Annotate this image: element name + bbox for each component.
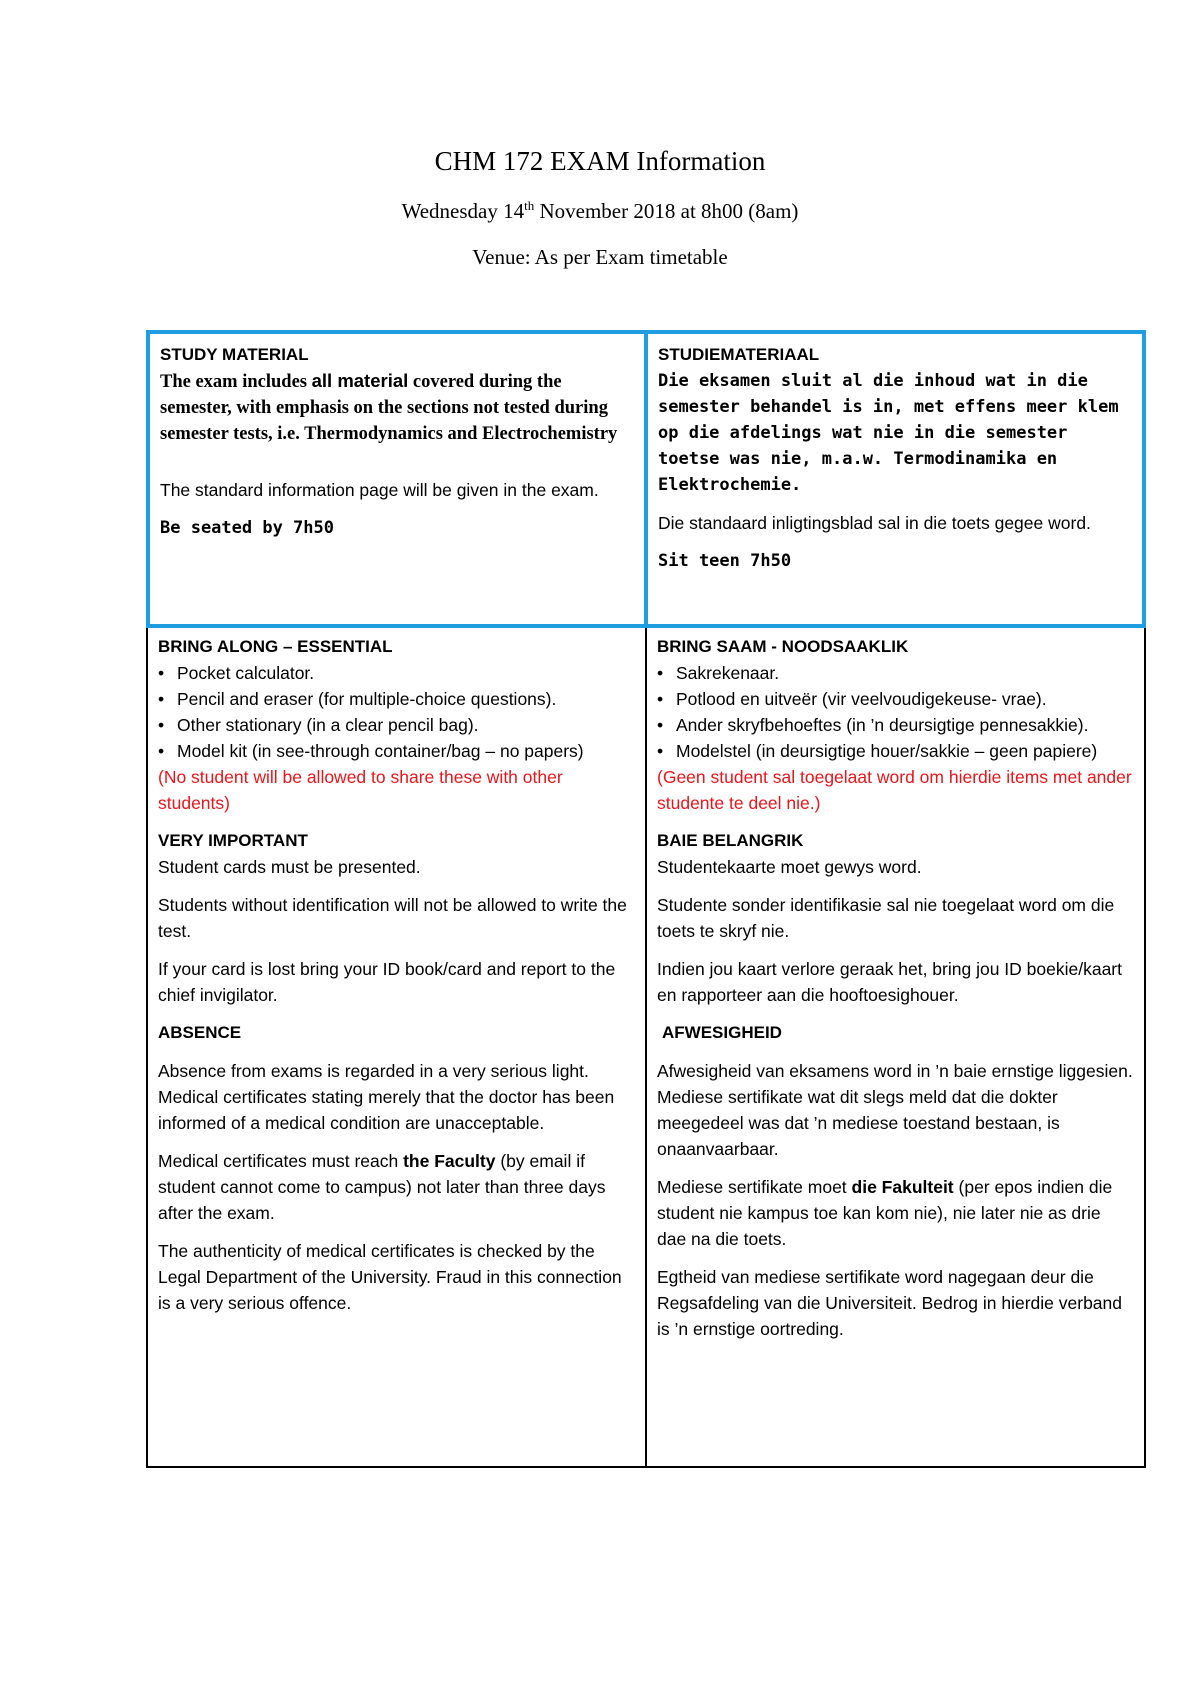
absence-note-2: Medical certificates must reach the Faculty (by email if student cannot come to campus) not later than three days after the exam.	[158, 1151, 606, 1223]
studiemateriaal-heading: STUDIEMATERIAAL	[658, 345, 820, 364]
list-item: • Modelstel (in deursigtige houer/sakkie – geen papiere)	[657, 738, 1134, 764]
study-material-heading: STUDY MATERIAL	[160, 345, 309, 364]
study-material-en-cell	[146, 330, 646, 628]
belangrik-note-2: Studente sonder identifikasie sal nie toegelaat word om die toets te skryf nie.	[657, 895, 1115, 941]
afwesigheid-note-3: Egtheid van mediese sertifikate word nagegaan deur die Regsafdeling van die Universiteit. Bedrog in hierdie verband is ’n ernstige oortreding.	[657, 1267, 1122, 1339]
info-page-note: The standard information page will be given in the exam.	[160, 480, 599, 500]
bring-along-list	[158, 660, 635, 764]
study-material-af-cell	[646, 330, 1146, 628]
emphasis-the-faculty: the Faculty	[403, 1151, 496, 1171]
sharing-warning: (No student will be allowed to share these with other students)	[158, 767, 563, 813]
list-item: • Model kit (in see-through container/bag – no papers)	[158, 738, 635, 764]
list-item: • Sakrekenaar.	[657, 660, 1134, 686]
list-item: • Pocket calculator.	[158, 660, 635, 686]
deel-warning: (Geen student sal toegelaat word om hierdie items met ander studente te deel nie.)	[657, 767, 1132, 813]
afwesigheid-note-2: Mediese sertifikate moet die Fakulteit (per epos indien die student nie kampus toe kan kom nie), nie later nie as drie dae na die toets.	[657, 1177, 1113, 1249]
afwesigheid-note-1: Afwesigheid van eksamens word in ’n baie ernstige liggesien. Mediese sertifikate wat dit slegs meld dat die dokter meegedeel was dat ’n mediese toestand bestaan, is onaanvaarbaar.	[657, 1061, 1133, 1159]
study-material-row	[146, 330, 1146, 628]
studiemateriaal-text: Die eksamen sluit al die inhoud wat in die semester behandel is in, met effens meer klem op die afdelings wat nie in die semester toetse was nie, m.a.w. Termodinamika en Elektrochemie.	[658, 371, 1119, 495]
absence-note-1: Absence from exams is regarded in a very serious light. Medical certificates stating merely that the doctor has been informed of a medical condition are unacceptable.	[158, 1061, 615, 1133]
absence-note-3: The authenticity of medical certificates is checked by the Legal Department of the University. Fraud in this connection is a very serious offence.	[158, 1241, 622, 1313]
emphasis-al-die-inhoud: al die inhoud	[842, 371, 976, 391]
important-note-1: Student cards must be presented.	[158, 857, 421, 877]
baie-belangrik-heading: BAIE BELANGRIK	[657, 831, 804, 850]
inligtingsblad-note: Die standaard inligtingsblad sal in die toets gegee word.	[658, 513, 1091, 533]
bring-saam-heading: BRING SAAM - NOODSAAKLIK	[657, 637, 909, 656]
seated-time: Be seated by 7h50	[160, 518, 334, 538]
list-item: • Other stationary (in a clear pencil bag).	[158, 712, 635, 738]
document-title: CHM 172 EXAM Information	[434, 146, 766, 176]
bring-along-af-cell	[646, 628, 1146, 1468]
bring-along-heading: BRING ALONG – ESSENTIAL	[158, 637, 393, 656]
sit-teen-time: Sit teen 7h50	[658, 551, 792, 571]
very-important-heading: VERY IMPORTANT	[158, 831, 308, 850]
exam-venue: Venue: As per Exam timetable	[472, 245, 728, 269]
belangrik-note-1: Studentekaarte moet gewys word.	[657, 857, 922, 877]
date-text: Wednesday 14	[401, 199, 525, 223]
list-item: • Ander skryfbehoeftes (in ’n deursigtige pennesakkie).	[657, 712, 1134, 738]
belangrik-note-3: Indien jou kaart verlore geraak het, bring jou ID boekie/kaart en rapporteer aan die hooftoesighouer.	[657, 959, 1122, 1005]
info-table	[146, 330, 1146, 1468]
bring-saam-list	[657, 660, 1134, 764]
important-note-3: If your card is lost bring your ID book/card and report to the chief invigilator.	[158, 959, 616, 1005]
bring-along-en-cell	[146, 628, 646, 1468]
list-item: • Potlood en uitveër (vir veelvoudigekeuse- vrae).	[657, 686, 1134, 712]
absence-heading: ABSENCE	[158, 1023, 242, 1042]
list-item: • Pencil and eraser (for multiple-choice questions).	[158, 686, 635, 712]
important-note-2: Students without identification will not be allowed to write the test.	[158, 895, 627, 941]
emphasis-die-fakulteit: die Fakulteit	[851, 1177, 954, 1197]
emphasis-all-material: all material	[311, 370, 409, 391]
exam-date	[0, 199, 1200, 224]
date-text-rest: November 2018 at 8h00 (8am)	[534, 199, 799, 223]
date-superscript: th	[524, 198, 535, 213]
afwesigheid-heading: AFWESIGHEID	[662, 1023, 782, 1042]
study-material-text: The exam includes all material covered during the semester, with emphasis on the sections not tested during semester tests, i.e. Thermodynamics and Electrochemistry	[160, 370, 618, 444]
bring-along-row	[146, 628, 1146, 1468]
